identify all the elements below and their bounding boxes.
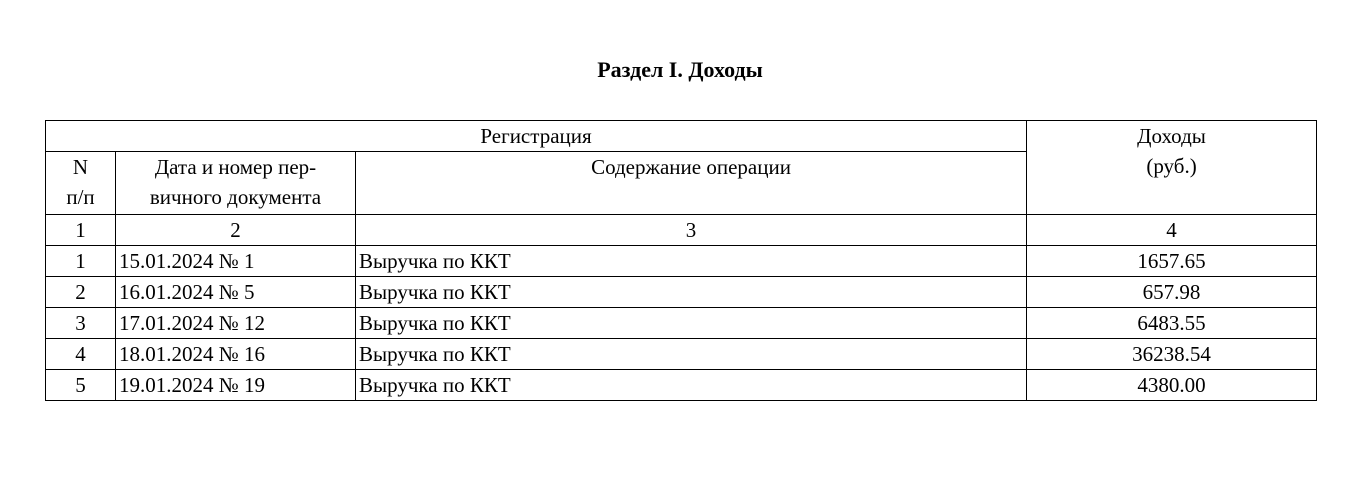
income-table <box>45 120 1317 401</box>
row-number: 5 <box>46 370 116 401</box>
row-number: 1 <box>46 246 116 277</box>
n-header-line2: п/п <box>66 185 95 209</box>
row-date: 19.01.2024 № 19 <box>116 370 356 401</box>
row-income: 1657.65 <box>1027 246 1317 277</box>
row-content: Выручка по ККТ <box>356 308 1027 339</box>
registration-header: Регистрация <box>46 121 1027 152</box>
column-number-row <box>46 215 1317 246</box>
row-number: 2 <box>46 277 116 308</box>
column-number: 3 <box>356 215 1027 246</box>
row-content: Выручка по ККТ <box>356 277 1027 308</box>
row-date: 17.01.2024 № 12 <box>116 308 356 339</box>
column-number: 2 <box>116 215 356 246</box>
date-header-line2: вичного документа <box>149 185 322 209</box>
table-row <box>46 246 1317 277</box>
income-header-line1: Доходы <box>1137 124 1206 148</box>
date-header <box>116 152 356 215</box>
row-content: Выручка по ККТ <box>356 339 1027 370</box>
table-row <box>46 370 1317 401</box>
row-content: Выручка по ККТ <box>356 370 1027 401</box>
row-income: 4380.00 <box>1027 370 1317 401</box>
table-row <box>46 308 1317 339</box>
row-date: 18.01.2024 № 16 <box>116 339 356 370</box>
table-row <box>46 339 1317 370</box>
row-content: Выручка по ККТ <box>356 246 1027 277</box>
row-income: 6483.55 <box>1027 308 1317 339</box>
row-date: 16.01.2024 № 5 <box>116 277 356 308</box>
n-header-line1: N <box>72 155 89 179</box>
table-row <box>46 277 1317 308</box>
income-header-line2: (руб.) <box>1146 154 1197 178</box>
row-income: 657.98 <box>1027 277 1317 308</box>
row-number: 4 <box>46 339 116 370</box>
n-header <box>46 152 116 215</box>
row-number: 3 <box>46 308 116 339</box>
row-income: 36238.54 <box>1027 339 1317 370</box>
content-header: Содержание операции <box>356 152 1027 215</box>
column-number: 1 <box>46 215 116 246</box>
date-header-line1: Дата и номер пер- <box>154 155 317 179</box>
income-header <box>1027 121 1317 215</box>
row-date: 15.01.2024 № 1 <box>116 246 356 277</box>
section-title: Раздел I. Доходы <box>597 57 763 82</box>
header-row-registration <box>46 121 1317 152</box>
column-number: 4 <box>1027 215 1317 246</box>
